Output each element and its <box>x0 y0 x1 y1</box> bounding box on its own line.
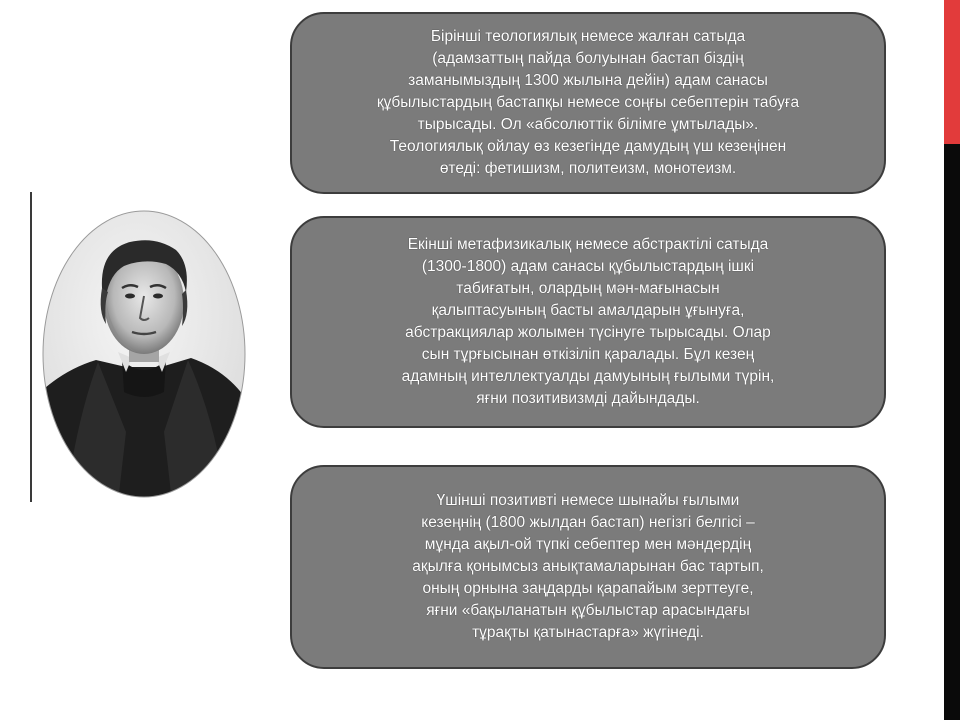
stage-box-theological <box>290 12 886 194</box>
stage-text-metaphysical: Екінші метафизикалық немесе абстрактілі сатыда (1300-1800) адам санасы құбылыстардың ішкі табиғатын, олардың мән-мағынасын қалыптасуының басты амалдарын ұғынуға, абстракциялар жолымен түсінуге тырысады. Олар сын тұрғысынан өткізіліп қаралады. Бұл кезең адамның интеллектуалды дамуының ғылыми түрін, яғни позитивизмді дайындады. <box>401 236 775 407</box>
portrait-illustration <box>26 192 246 502</box>
stage-text-positive: Үшінші позитивті немесе шынайы ғылыми кезеңнің (1800 жылдан бастап) негізгі белгісі – мұнда ақыл-ой түпкі себептер мен мәндердің ақылға қонымсыз анықтамаларынан бас тартып, оның орнына заңдарды қарапайым зерттеуге, яғни «бақыланатын құбылыстар арасындағы тұрақты қатынастарға» жүгінеді. <box>412 492 764 641</box>
right-accent-bar <box>944 0 960 144</box>
stage-box-metaphysical <box>290 216 886 428</box>
portrait-image <box>26 192 246 502</box>
stage-box-positive <box>290 465 886 669</box>
stage-text-theological: Бірінші теологиялық немесе жалған сатыда (адамзаттың пайда болуынан бастап біздің заманымыздың 1300 жылына дейін) адам санасы құбылыстардың бастапқы немесе соңғы себептерін табуға тырысады. Ол «абсолюттік білімге ұмтылады». Теологиялық ойлау өз кезегінде дамудың үш кезеңінен өтеді: фетишизм, политеизм, монотеизм. <box>376 28 800 177</box>
